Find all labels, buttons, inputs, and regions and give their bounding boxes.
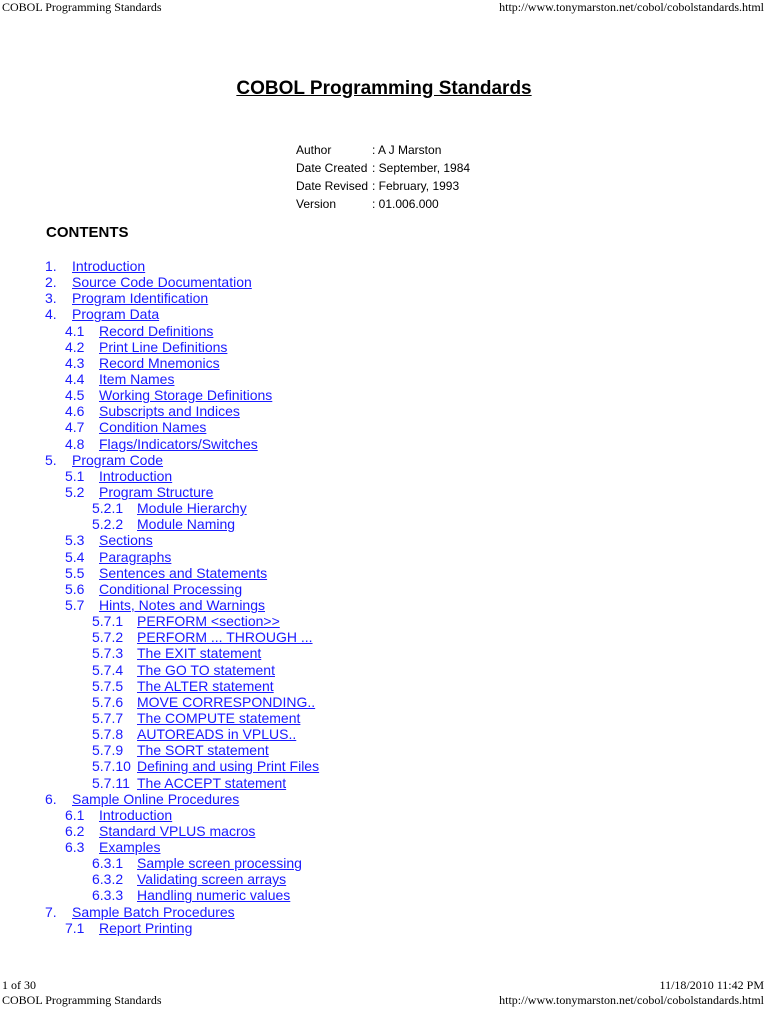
toc-number: 4.2	[65, 338, 85, 355]
print-header-title: COBOL Programming Standards	[2, 0, 162, 14]
toc-number: 6.	[45, 790, 57, 807]
toc-number: 6.3.3	[92, 887, 124, 904]
toc-link[interactable]	[65, 339, 227, 355]
toc-label: The ALTER statement	[137, 677, 274, 694]
toc-item	[0, 662, 319, 678]
toc-item	[0, 775, 319, 791]
toc-label: Program Code	[72, 451, 164, 468]
toc-link[interactable]	[65, 549, 171, 565]
toc-item	[0, 871, 319, 887]
toc-item	[0, 742, 319, 758]
toc-item	[0, 290, 319, 306]
toc-number: 6.3	[65, 839, 85, 856]
toc-label: AUTOREADS in VPLUS..	[137, 726, 297, 743]
toc-number: 5.2.2	[92, 516, 124, 533]
toc-item	[0, 436, 319, 452]
toc-item	[0, 645, 319, 661]
toc-number: 5.7.4	[92, 661, 124, 678]
toc-number: 5.7.2	[92, 629, 124, 646]
toc-link[interactable]	[92, 742, 269, 758]
toc-number: 7.	[45, 903, 57, 920]
toc-link[interactable]	[65, 581, 242, 597]
toc-item	[0, 274, 319, 290]
toc-link[interactable]	[65, 920, 192, 936]
toc-link[interactable]	[92, 871, 286, 887]
toc-label: Examples	[99, 839, 161, 856]
toc-label: MOVE CORRESPONDING..	[137, 693, 316, 710]
toc-number: 5.2.1	[92, 500, 124, 517]
toc-link[interactable]	[92, 516, 235, 532]
toc-item	[0, 323, 319, 339]
toc-label: Handling numeric values	[137, 887, 291, 904]
toc-label: The COMPUTE statement	[137, 709, 301, 726]
toc-label: Program Data	[72, 306, 160, 323]
toc-label: Sections	[99, 532, 153, 549]
toc-label: Defining and using Print Files	[137, 758, 320, 775]
toc-link[interactable]	[65, 355, 220, 371]
toc-number: 4.8	[65, 435, 85, 452]
toc-link[interactable]	[45, 274, 252, 290]
toc-item	[0, 565, 319, 581]
toc-label: The GO TO statement	[137, 661, 275, 678]
toc-link[interactable]	[45, 306, 159, 322]
toc-item	[0, 807, 319, 823]
toc-label: Sample Batch Procedures	[72, 903, 235, 920]
toc-number: 4.1	[65, 322, 85, 339]
page-counter: 1 of 30	[2, 978, 36, 992]
toc-item	[0, 532, 319, 548]
meta-version: Version : 01.006.000	[296, 197, 439, 211]
toc-link[interactable]	[65, 823, 255, 839]
toc-item	[0, 629, 319, 645]
toc-item	[0, 306, 319, 322]
toc-item	[0, 920, 319, 936]
toc-item	[0, 371, 319, 387]
toc-number: 6.3.2	[92, 871, 124, 888]
toc-item	[0, 791, 319, 807]
toc-number: 1.	[45, 258, 57, 274]
toc-number: 5.7.3	[92, 645, 124, 662]
toc-item	[0, 484, 319, 500]
toc-link[interactable]	[92, 678, 274, 694]
toc-number: 5.7.10	[92, 758, 131, 775]
toc-number: 5.6	[65, 580, 85, 597]
toc-number: 5.2	[65, 483, 85, 500]
toc-label: Introduction	[72, 258, 146, 274]
toc-label: Record Mnemonics	[99, 354, 220, 371]
print-footer-title: COBOL Programming Standards	[2, 993, 162, 1007]
toc-label: Item Names	[99, 370, 175, 387]
toc-number: 5.7.7	[92, 709, 124, 726]
toc-number: 5.7.8	[92, 726, 124, 743]
toc-item	[0, 823, 319, 839]
toc-link[interactable]	[65, 419, 206, 435]
toc-link[interactable]	[92, 726, 296, 742]
toc-label: Condition Names	[99, 419, 207, 436]
toc-label: Record Definitions	[99, 322, 214, 339]
toc-link[interactable]	[65, 403, 240, 419]
toc-number: 5.3	[65, 532, 85, 549]
toc-label: Working Storage Definitions	[99, 387, 273, 404]
toc-label: Validating screen arrays	[137, 871, 287, 888]
print-datetime: 11/18/2010 11:42 PM	[659, 978, 764, 992]
contents-heading: CONTENTS	[46, 224, 129, 241]
toc-link[interactable]	[65, 532, 153, 548]
toc-number: 3.	[45, 290, 57, 307]
toc-label: Program Identification	[72, 290, 209, 307]
toc-link[interactable]	[92, 775, 286, 791]
toc-number: 6.2	[65, 822, 85, 839]
toc-link[interactable]	[92, 855, 302, 871]
toc-item	[0, 839, 319, 855]
toc-item	[0, 694, 319, 710]
toc-label: Source Code Documentation	[72, 274, 252, 291]
toc-item	[0, 339, 319, 355]
toc-item	[0, 678, 319, 694]
toc-item	[0, 597, 319, 613]
toc-label: Report Printing	[99, 919, 193, 936]
toc-label: PERFORM <section>>	[137, 613, 280, 630]
toc-link[interactable]	[92, 613, 280, 629]
toc-label: The SORT statement	[137, 742, 269, 759]
toc-link[interactable]	[65, 436, 258, 452]
toc-item	[0, 387, 319, 403]
toc-item	[0, 258, 319, 274]
toc-label: Print Line Definitions	[99, 338, 228, 355]
toc-link[interactable]	[65, 565, 267, 581]
toc-link[interactable]	[65, 468, 172, 484]
toc-item	[0, 468, 319, 484]
toc-item	[0, 726, 319, 742]
toc-link[interactable]	[65, 597, 265, 613]
toc-link[interactable]	[45, 452, 163, 468]
toc-link[interactable]	[92, 758, 319, 774]
toc-label: Standard VPLUS macros	[99, 822, 256, 839]
toc-link[interactable]	[45, 258, 145, 274]
toc-number: 5.7	[65, 596, 85, 613]
toc-label: The EXIT statement	[137, 645, 262, 662]
toc-item	[0, 887, 319, 903]
toc-link[interactable]	[65, 839, 160, 855]
toc-link[interactable]	[45, 290, 208, 306]
page-title: COBOL Programming Standards	[236, 78, 532, 99]
toc-link[interactable]	[45, 791, 239, 807]
toc-label: Subscripts and Indices	[99, 403, 240, 420]
toc-label: Sample screen processing	[137, 855, 302, 872]
toc-label: Paragraphs	[99, 548, 172, 565]
toc-item	[0, 613, 319, 629]
toc-number: 5.7.9	[92, 742, 124, 759]
toc-label: Hints, Notes and Warnings	[99, 596, 265, 613]
toc-number: 5.7.1	[92, 613, 124, 630]
table-of-contents	[0, 258, 319, 936]
toc-link[interactable]	[92, 694, 315, 710]
meta-author: Author : A J Marston	[296, 143, 442, 157]
toc-number: 5.5	[65, 564, 85, 581]
toc-label: Sentences and Statements	[99, 564, 268, 581]
print-header-url: http://www.tonymarston.net/cobol/cobolstandards.html	[499, 0, 764, 14]
toc-number: 5.7.6	[92, 693, 124, 710]
toc-label: Program Structure	[99, 483, 214, 500]
meta-date-created: Date Created : September, 1984	[296, 161, 471, 175]
toc-link[interactable]	[92, 645, 261, 661]
toc-link[interactable]	[65, 484, 213, 500]
toc-label: PERFORM ... THROUGH ...	[137, 629, 313, 646]
toc-number: 2.	[45, 274, 57, 291]
toc-link[interactable]	[92, 887, 290, 903]
toc-item	[0, 452, 319, 468]
toc-link[interactable]	[92, 629, 313, 645]
print-footer-url: http://www.tonymarston.net/cobol/cobolstandards.html	[499, 993, 764, 1007]
toc-label: Module Naming	[137, 516, 236, 533]
toc-link[interactable]	[92, 710, 300, 726]
toc-number: 4.4	[65, 370, 85, 387]
toc-number: 4.3	[65, 354, 85, 371]
toc-item	[0, 419, 319, 435]
toc-item	[0, 516, 319, 532]
toc-item	[0, 710, 319, 726]
toc-number: 4.5	[65, 387, 85, 404]
toc-link[interactable]	[92, 662, 275, 678]
document-meta	[296, 141, 470, 213]
toc-number: 5.1	[65, 467, 85, 484]
toc-link[interactable]	[65, 387, 272, 403]
toc-item	[0, 500, 319, 516]
toc-number: 6.3.1	[92, 855, 124, 872]
toc-number: 4.	[45, 306, 57, 323]
toc-item	[0, 855, 319, 871]
toc-item	[0, 758, 319, 774]
toc-number: 6.1	[65, 806, 85, 823]
toc-link[interactable]	[45, 904, 235, 920]
toc-label: Introduction	[99, 467, 173, 484]
toc-item	[0, 581, 319, 597]
toc-number: 5.7.11	[92, 774, 130, 791]
toc-number: 4.6	[65, 403, 85, 420]
toc-number: 5.7.5	[92, 677, 124, 694]
meta-date-revised: Date Revised : February, 1993	[296, 179, 460, 193]
toc-label: Sample Online Procedures	[72, 790, 240, 807]
toc-number: 7.1	[65, 919, 85, 936]
toc-label: Introduction	[99, 806, 173, 823]
toc-item	[0, 355, 319, 371]
toc-item	[0, 549, 319, 565]
toc-number: 5.	[45, 451, 57, 468]
toc-link[interactable]	[92, 500, 247, 516]
toc-item	[0, 403, 319, 419]
toc-number: 4.7	[65, 419, 85, 436]
toc-label: Flags/Indicators/Switches	[99, 435, 258, 452]
toc-label: Conditional Processing	[99, 580, 243, 597]
toc-item	[0, 904, 319, 920]
toc-number: 5.4	[65, 548, 85, 565]
toc-link[interactable]	[65, 371, 174, 387]
toc-label: The ACCEPT statement	[137, 774, 287, 791]
toc-link[interactable]	[65, 807, 172, 823]
toc-label: Module Hierarchy	[137, 500, 247, 517]
toc-link[interactable]	[65, 323, 213, 339]
